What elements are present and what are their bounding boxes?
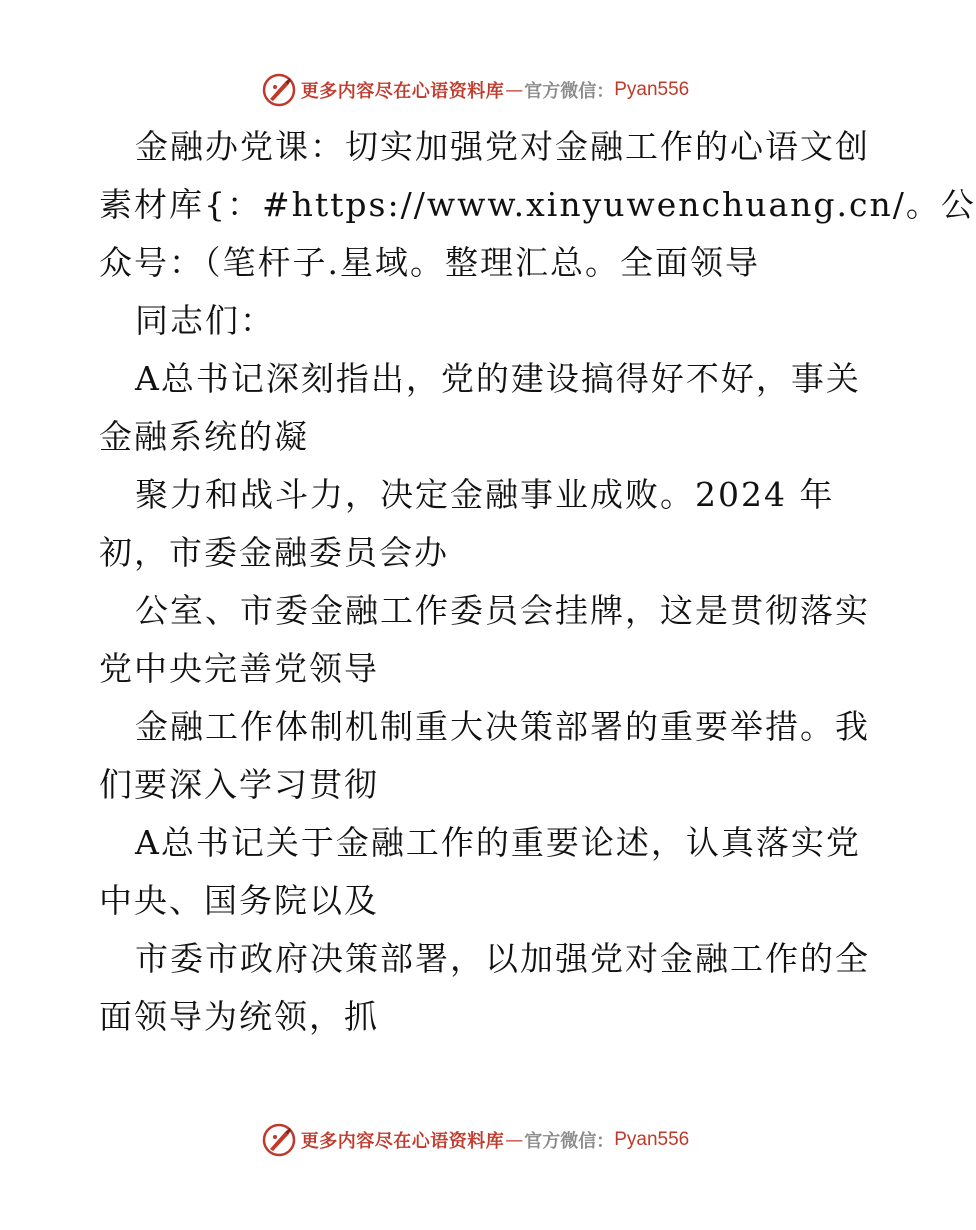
quill-pen-logo-icon [261, 1122, 297, 1158]
watermark-main-text: 更多内容尽在心语资料库 [300, 1131, 505, 1152]
paragraph-line: 金融办党课：切实加强党对金融工作的心语文创 [135, 127, 870, 166]
paragraph-line: 金融工作体制机制重大决策部署的重要举措。我 [135, 707, 870, 746]
paragraph-line: 面领导为统领，抓 [99, 997, 379, 1036]
salutation-line: 同志们： [135, 301, 275, 340]
document-body [99, 118, 976, 1046]
paragraph-line: 公室、市委金融工作委员会挂牌，这是贯彻落实 [135, 591, 870, 630]
paragraph-line: 市委市政府决策部署，以加强党对金融工作的全 [135, 939, 870, 978]
header-watermark-banner [0, 70, 950, 110]
watermark-wechat-id: Pyan556 [614, 79, 690, 100]
paragraph-line: 聚力和战斗力，决定金融事业成败。2024 年 [135, 475, 835, 514]
watermark-dash: — [505, 1129, 524, 1151]
watermark-wechat-label: 官方微信： [524, 81, 615, 102]
paragraph-line: A总书记深刻指出，党的建设搞得好不好，事关 [135, 359, 861, 398]
footer-watermark-banner [0, 1120, 950, 1160]
paragraph-line: A总书记关于金融工作的重要论述，认真落实党 [135, 823, 861, 862]
watermark-dash: — [505, 79, 524, 101]
paragraph-line: 们要深入学习贯彻 [99, 765, 379, 804]
watermark-wechat-id: Pyan556 [614, 1129, 690, 1150]
quill-pen-logo-icon [261, 72, 297, 108]
paragraph-line: 党中央完善党领导 [99, 649, 379, 688]
paragraph-line: 金融系统的凝 [99, 417, 309, 456]
paragraph-line: 初，市委金融委员会办 [99, 533, 449, 572]
watermark-main-text: 更多内容尽在心语资料库 [300, 81, 505, 102]
paragraph-line: 众号：（笔杆子.星域。整理汇总。全面领导 [99, 243, 760, 282]
watermark-wechat-label: 官方微信： [524, 1131, 615, 1152]
paragraph-line: 素材库{：#https://www.xinyuwenchuang.cn/。公 [99, 185, 976, 224]
paragraph-line: 中央、国务院以及 [99, 881, 379, 920]
